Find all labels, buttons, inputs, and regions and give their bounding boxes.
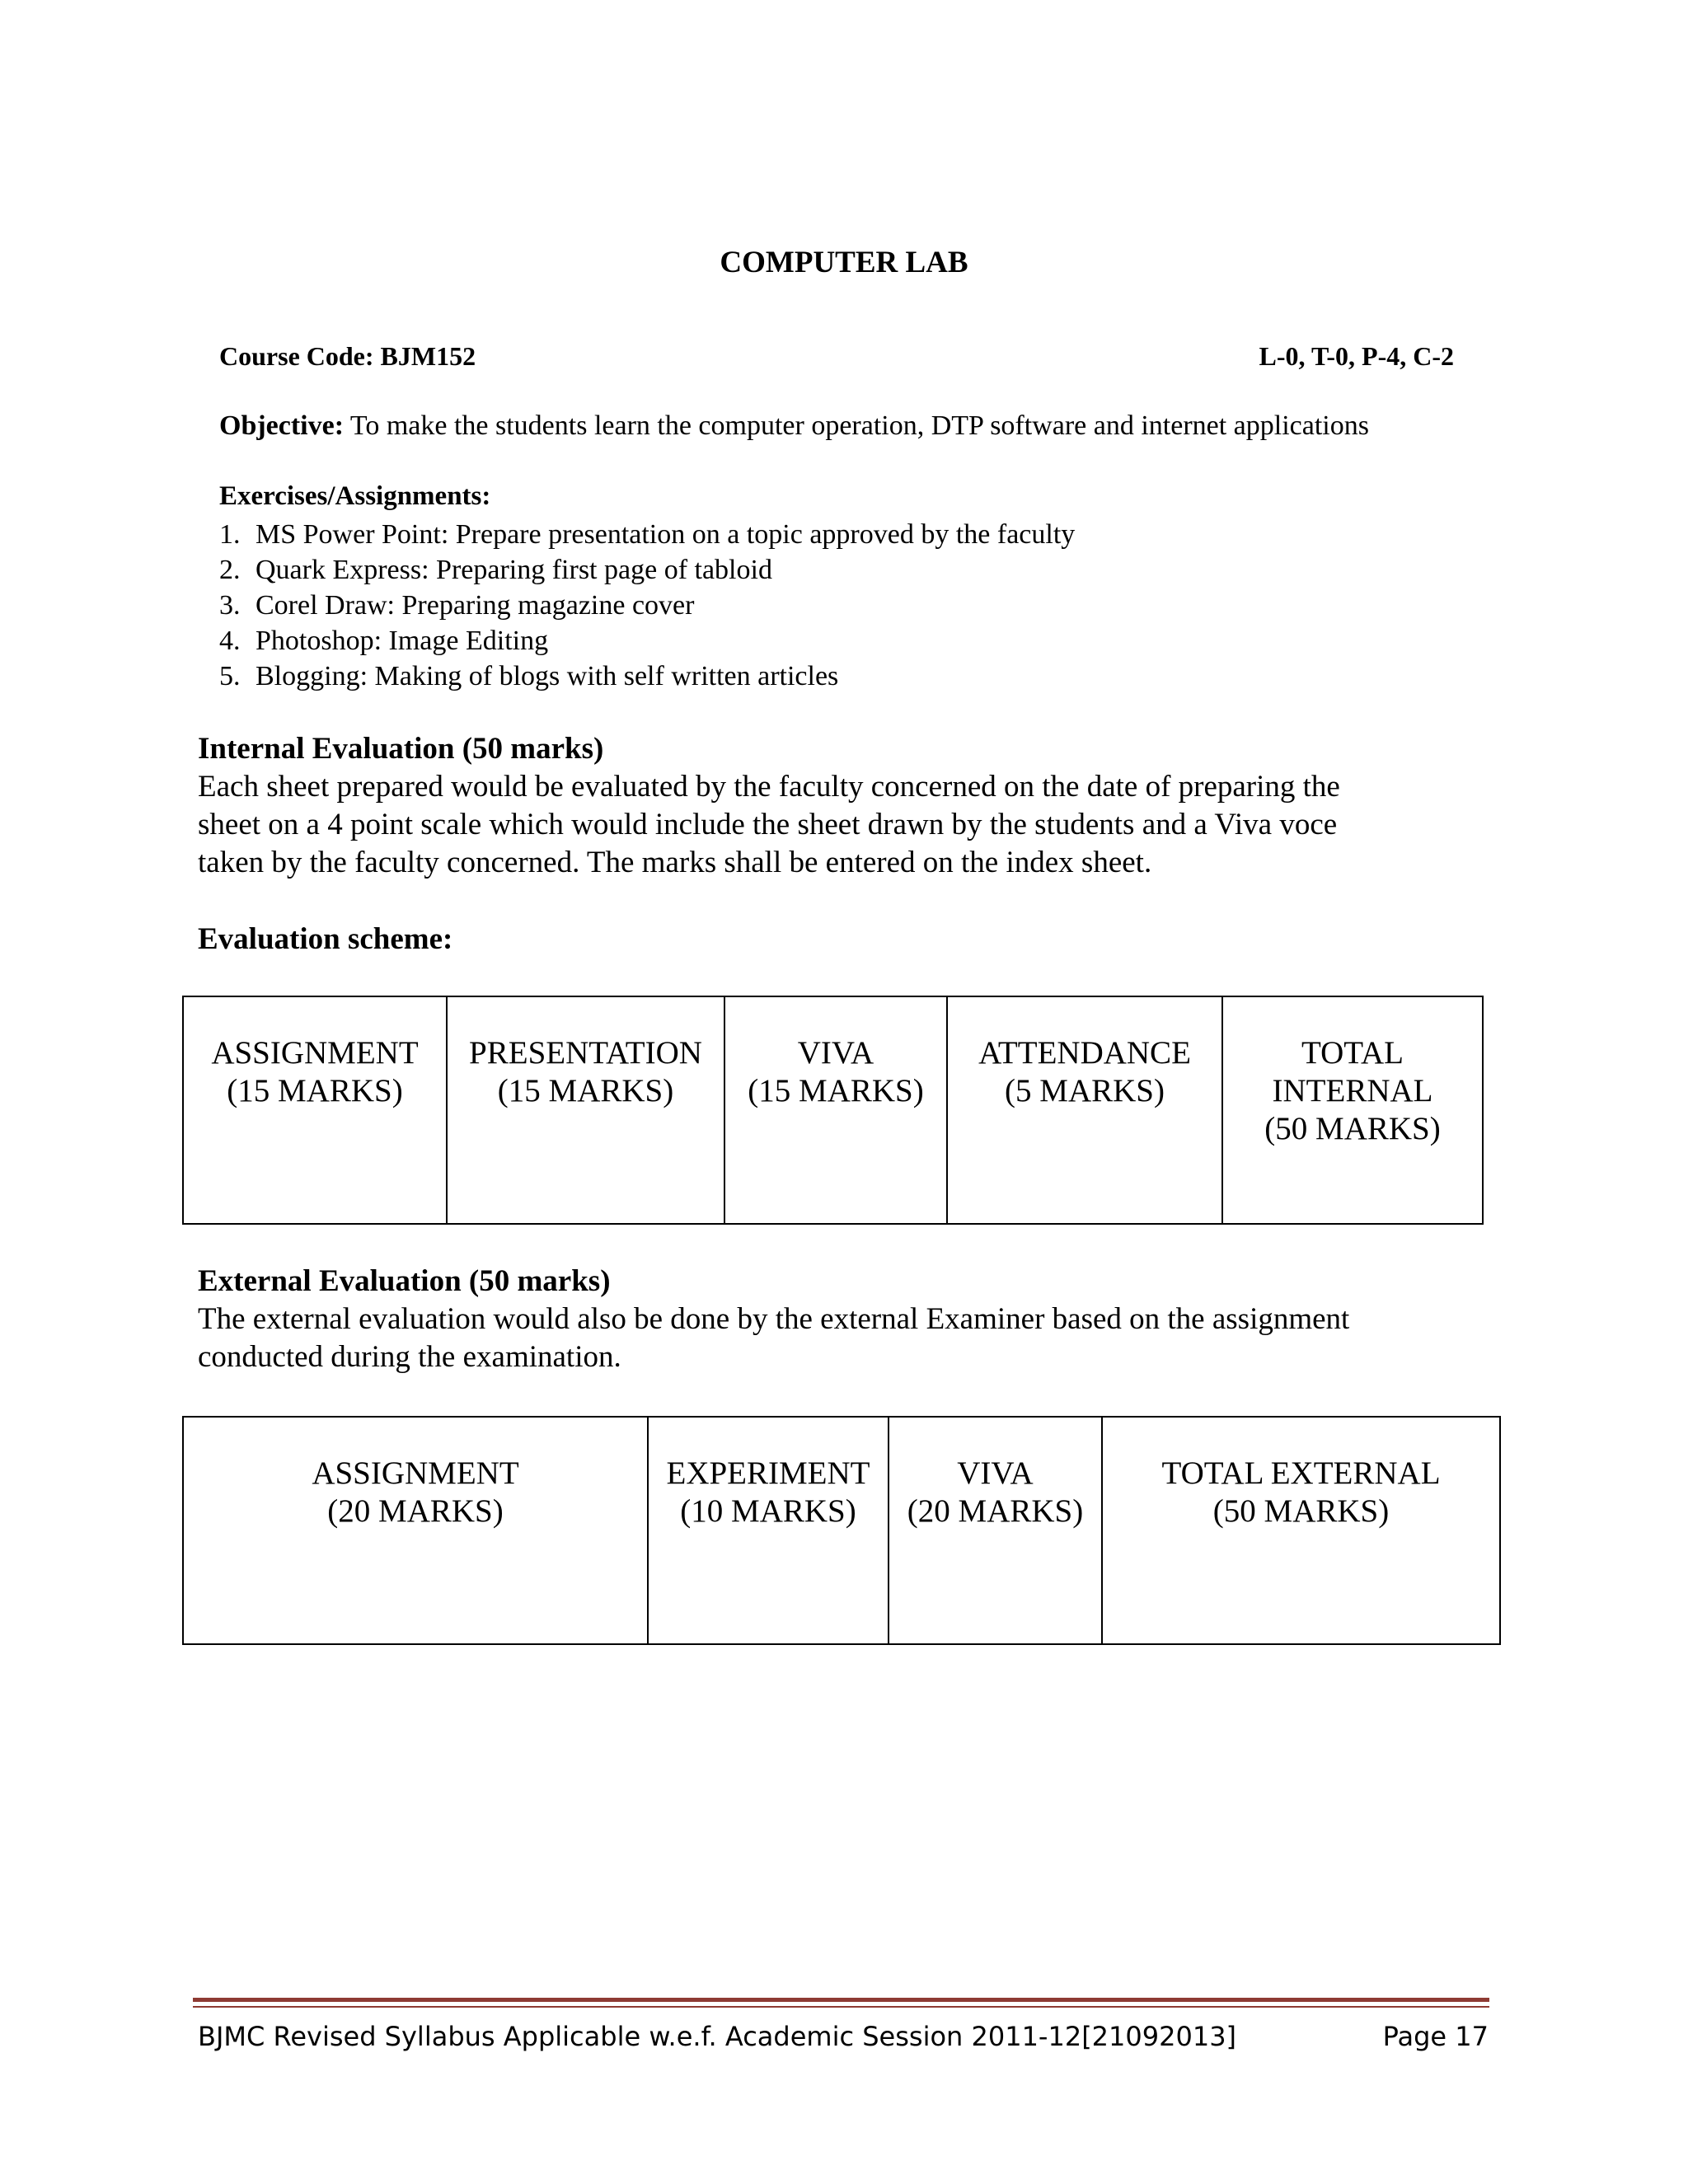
cell-line: (5 MARKS) bbox=[1005, 1073, 1165, 1108]
list-item bbox=[219, 658, 1075, 694]
cell-line: (20 MARKS) bbox=[907, 1493, 1084, 1529]
item-number: 3. bbox=[219, 590, 241, 621]
cell-line: (15 MARKS) bbox=[497, 1073, 674, 1108]
item-text: Blogging: Making of blogs with self written articles bbox=[256, 661, 839, 691]
item-number: 4. bbox=[219, 626, 241, 656]
external-evaluation-text bbox=[198, 1301, 1484, 1376]
cell-line: TOTAL EXTERNAL bbox=[1161, 1455, 1441, 1491]
external-evaluation-heading: External Evaluation (50 marks) bbox=[198, 1264, 611, 1298]
ltpc-credits: L-0, T-0, P-4, C-2 bbox=[1259, 341, 1454, 371]
cell-line: ATTENDANCE bbox=[978, 1035, 1191, 1071]
table-cell bbox=[1222, 996, 1483, 1224]
table-cell bbox=[947, 996, 1222, 1224]
item-text: Quark Express: Preparing first page of tabloid bbox=[256, 555, 772, 585]
cell-line: (50 MARKS) bbox=[1264, 1111, 1441, 1146]
table-cell bbox=[183, 1417, 648, 1644]
cell-line: VIVA bbox=[957, 1455, 1034, 1491]
page-footer bbox=[198, 2021, 1489, 2052]
internal-evaluation-heading: Internal Evaluation (50 marks) bbox=[198, 732, 604, 766]
footer-rule bbox=[193, 1998, 1489, 2002]
table-row bbox=[183, 1417, 1500, 1644]
internal-evaluation-table bbox=[182, 996, 1484, 1225]
list-item bbox=[219, 552, 1075, 588]
list-item bbox=[219, 623, 1075, 658]
paragraph-line: Each sheet prepared would be evaluated by the faculty concerned on the date of preparing the bbox=[198, 770, 1340, 804]
cell-line: (15 MARKS) bbox=[748, 1073, 924, 1108]
list-item bbox=[219, 588, 1075, 623]
cell-line: EXPERIMENT bbox=[666, 1455, 870, 1491]
cell-line: (50 MARKS) bbox=[1212, 1493, 1390, 1529]
cell-line: ASSIGNMENT bbox=[312, 1455, 519, 1491]
cell-line: (20 MARKS) bbox=[327, 1493, 504, 1529]
table-cell bbox=[183, 996, 447, 1224]
objective bbox=[219, 410, 1369, 442]
cell-line: PRESENTATION bbox=[469, 1035, 702, 1071]
table-cell bbox=[1102, 1417, 1500, 1644]
evaluation-scheme-heading: Evaluation scheme: bbox=[198, 922, 453, 956]
item-number: 2. bbox=[219, 555, 241, 585]
table-cell bbox=[724, 996, 947, 1224]
page-title: COMPUTER LAB bbox=[720, 246, 968, 279]
cell-line: VIVA bbox=[797, 1035, 874, 1071]
course-code: Course Code: BJM152 bbox=[219, 341, 476, 371]
paragraph-line: sheet on a 4 point scale which would include the sheet drawn by the students and a Viva voce bbox=[198, 808, 1338, 841]
item-text: Corel Draw: Preparing magazine cover bbox=[256, 590, 695, 621]
paragraph-line: The external evaluation would also be done by the external Examiner based on the assignment bbox=[198, 1302, 1350, 1336]
item-number: 1. bbox=[219, 519, 241, 550]
cell-line: (10 MARKS) bbox=[680, 1493, 856, 1529]
objective-label: Objective: bbox=[219, 410, 345, 441]
list-item bbox=[219, 517, 1075, 552]
exercises-list bbox=[219, 517, 1075, 694]
paragraph-line: taken by the faculty concerned. The marks shall be entered on the index sheet. bbox=[198, 846, 1152, 879]
cell-line: INTERNAL bbox=[1272, 1073, 1433, 1108]
footer-syllabus-text: BJMC Revised Syllabus Applicable w.e.f. Academic Session 2011-12[21092013] bbox=[198, 2021, 1237, 2052]
page-number: Page 17 bbox=[1382, 2021, 1489, 2052]
table-cell bbox=[648, 1417, 889, 1644]
item-text: MS Power Point: Prepare presentation on a topic approved by the faculty bbox=[256, 519, 1076, 550]
cell-line: ASSIGNMENT bbox=[211, 1035, 419, 1071]
objective-text: To make the students learn the computer operation, DTP software and internet applications bbox=[344, 410, 1369, 441]
external-evaluation-table bbox=[182, 1416, 1501, 1645]
cell-line: (15 MARKS) bbox=[227, 1073, 403, 1108]
item-number: 5. bbox=[219, 661, 241, 691]
exercises-heading: Exercises/Assignments: bbox=[219, 481, 491, 511]
table-cell bbox=[889, 1417, 1102, 1644]
internal-evaluation-text bbox=[198, 768, 1484, 882]
footer-rule-thin bbox=[193, 2006, 1489, 2008]
table-cell bbox=[447, 996, 724, 1224]
table-row bbox=[183, 996, 1483, 1224]
cell-line: TOTAL bbox=[1301, 1035, 1404, 1071]
item-text: Photoshop: Image Editing bbox=[256, 626, 549, 656]
paragraph-line: conducted during the examination. bbox=[198, 1340, 621, 1374]
